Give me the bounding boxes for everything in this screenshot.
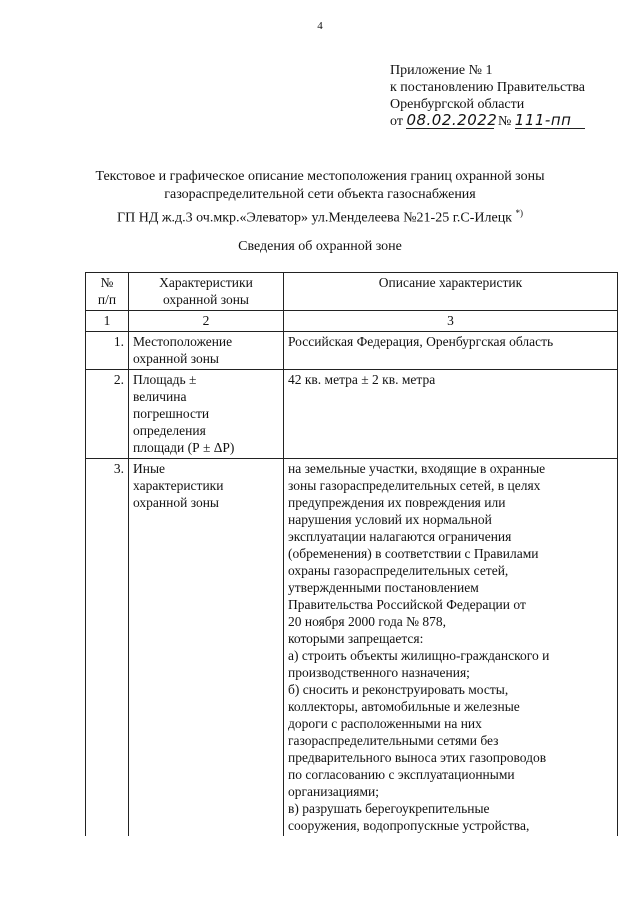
characteristic-line: характеристики [133, 478, 224, 493]
row-number: 1. [86, 332, 129, 370]
title-line-1: Текстовое и графическое описание местоположения границ охранной зоны [95, 169, 545, 184]
numbering-cell: 1 [86, 311, 129, 332]
row-number: 3. [86, 459, 129, 837]
description-line: (обременения) в соответствии с Правилами [288, 546, 539, 561]
header-characteristic-line-1: Характеристики [159, 275, 253, 290]
header-number-line-2: п/п [97, 292, 117, 307]
row-number: 2. [86, 370, 129, 459]
row-description [284, 370, 618, 459]
characteristic-line: Иные [133, 461, 166, 476]
characteristic-line: охранной зоны [133, 495, 220, 510]
appendix-line-2: к постановлению Правительства [390, 80, 586, 95]
table-row [86, 332, 618, 370]
document-title [0, 168, 640, 228]
section-title: Сведения об охранной зоне [238, 239, 402, 254]
description-line: 20 ноября 2000 года № 878, [288, 614, 447, 629]
table-row [86, 370, 618, 459]
description-line: нарушения условий их нормальной [288, 512, 492, 527]
title-line-2: газораспределительной сети объекта газоснабжения [164, 187, 476, 202]
appendix-line-3: Оренбургской области [390, 97, 525, 112]
description-line: коллекторы, автомобильные и железные [288, 699, 520, 714]
date-prefix: от [390, 114, 403, 129]
description-line: Правительства Российской Федерации от [288, 597, 526, 612]
description-line: 42 кв. метра ± 2 кв. метра [288, 372, 436, 387]
handwritten-date: 08.02.2022 [406, 111, 498, 129]
characteristic-line: погрешности [133, 406, 210, 421]
characteristic-line: Местоположение [133, 334, 233, 349]
header-characteristic [129, 273, 284, 311]
table-row [86, 459, 618, 837]
description-line: Российская Федерация, Оренбургская область [288, 334, 554, 349]
header-number [86, 273, 129, 311]
characteristic-line: площади (Р ± ΔР) [133, 440, 235, 455]
table-header-row [86, 273, 618, 311]
description-line: сооружения, водопропускные устройства, [288, 818, 530, 833]
description-line: зоны газораспределительных сетей, в целях [288, 478, 541, 493]
characteristic-line: охранной зоны [133, 351, 220, 366]
numbering-cell: 3 [284, 311, 618, 332]
description-line: предварительного выноса этих газопроводов [288, 750, 547, 765]
description-line: по согласованию с эксплуатационными [288, 767, 515, 782]
header-number-line-1: № [100, 275, 114, 290]
description-line: дороги с расположенными на них [288, 716, 482, 731]
zone-info-table [85, 272, 618, 836]
description-line: газораспределительными сетями без [288, 733, 499, 748]
appendix-block [390, 62, 585, 130]
description-line: организациями; [288, 784, 379, 799]
characteristic-line: Площадь ± [133, 372, 197, 387]
footnote-mark: *) [515, 208, 523, 218]
characteristic-line: величина [133, 389, 187, 404]
page-number: 4 [317, 20, 323, 32]
header-characteristic-line-2: охранной зоны [162, 292, 249, 307]
description-line: производственного назначения; [288, 665, 470, 680]
description-line: эксплуатации налагаются ограничения [288, 529, 512, 544]
characteristic-line: определения [133, 423, 206, 438]
description-line: на земельные участки, входящие в охранные [288, 461, 546, 476]
row-description [284, 459, 618, 837]
description-line: предупреждения их повреждения или [288, 495, 506, 510]
number-label: № [497, 114, 512, 129]
appendix-date-line [390, 113, 585, 130]
row-description [284, 332, 618, 370]
appendix-line-1: Приложение № 1 [390, 63, 493, 78]
row-characteristic [129, 332, 284, 370]
title-line-3 [0, 204, 640, 228]
handwritten-number: 111-пп [515, 113, 585, 129]
description-line: охраны газораспределительных сетей, [288, 563, 509, 578]
description-line: которыми запрещается: [288, 631, 424, 646]
row-characteristic [129, 459, 284, 837]
title-line-3-text: ГП НД ж.д.3 оч.мкр.«Элеватор» ул.Менделеева №21-25 г.С-Илецк [117, 210, 512, 226]
description-line: б) сносить и реконструировать мосты, [288, 682, 509, 697]
numbering-cell: 2 [129, 311, 284, 332]
header-description: Описание характеристик [284, 273, 618, 311]
row-characteristic [129, 370, 284, 459]
description-line: в) разрушать берегоукрепительные [288, 801, 490, 816]
table-numbering-row [86, 311, 618, 332]
description-line: а) строить объекты жилищно-гражданского и [288, 648, 550, 663]
description-line: утвержденными постановлением [288, 580, 479, 595]
